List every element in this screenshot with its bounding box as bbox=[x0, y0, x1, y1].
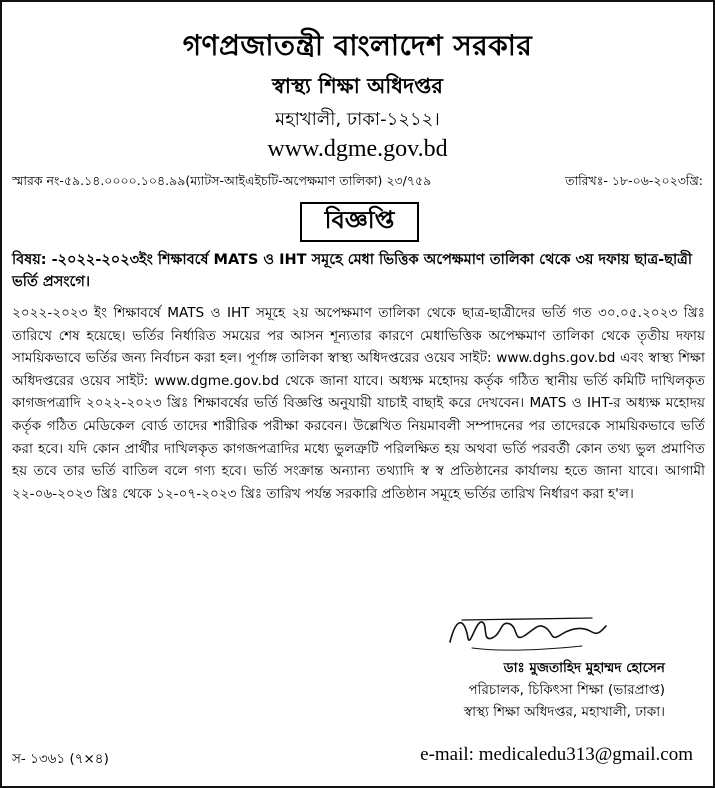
memo-date: তারিখঃ- ১৮-০৬-২০২৩খ্রি: bbox=[565, 173, 703, 188]
notice-body: ২০২২-২০২৩ ইং শিক্ষাবর্ষে MATS ও IHT সমূহে ২য় অপেক্ষমাণ তালিকা থেকে ছাত্র-ছাত্রীদের ভর্তি গত ৩০.০৫.২০২৩ খ্রিঃ তারিখে শেষ হয়েছে। ভর্তির নির্ধারিত সময়ের পর আসন শূন্যতার কারণে মেধাভিত্তিক অপেক্ষমাণ তালিকা থেকে তৃতীয় দফায় সাময়িকভাবে ভর্তির জন্য নির্বাচন করা হল। পূর্ণাঙ্গ তালিকা স্বাস্থ্য অধিদপ্তরের ওয়েব সাইট: www.dghs.gov.bd এবং স্বাস্থ্য শিক্ষা অধিদপ্তরের ওয়েব সাইট: www.dgme.gov.bd থেকে জানা যাবে। অধ্যক্ষ মহোদয় কর্তৃক গঠিত স্থানীয় ভর্তি কমিটি দাখিলকৃত কাগজপত্রাদি ২০২২-২০২৩ খ্রিঃ শিক্ষাবর্ষের ভর্তি বিজ্ঞপ্তি অনুযায়ী যাচাই বাছাই করে দেখবেন। MATS ও IHT-র অধ্যক্ষ মহোদয় কর্তৃক গঠিত মেডিকেল বোর্ড তাদের শারীরিক পরীক্ষা করবেন। উল্লেখিত নিয়মাবলী সম্পাদনের পর তাদেরকে সাময়িকভাবে ভর্তি করা হবে। যদি কোন প্রার্থীর দাখিলকৃত কাগজপত্রাদির মধ্যে ভুলত্রুটি পরিলক্ষিত হয় অথবা ভর্তি পরবর্তী কোন তথ্য ভুল প্রমাণিত হয় তবে তার ভর্তি বাতিল বলে গণ্য হবে। ভর্তি সংক্রান্ত অন্যান্য তথ্যাদি স্ব স্ব প্রতিষ্ঠানের কার্যালয় হতে জানা যাবে। আগামী ২২-০৬-২০২৩ খ্রিঃ থেকে ১২-০৭-২০২৩ খ্রিঃ তারিখ পর্যন্ত সরকারি প্রতিষ্ঠান সমূহে ভর্তির তারিখ নির্ধারণ করা হ'ল। bbox=[12, 305, 705, 502]
office-address: মহাখালী, ঢাকা-১২১২। bbox=[275, 109, 440, 130]
memo-line bbox=[12, 173, 703, 193]
signatory-designation: পরিচালক, চিকিৎসা শিক্ষা (ভারপ্রাপ্ত) bbox=[468, 682, 665, 698]
website-url: www.dgme.gov.bd bbox=[267, 136, 448, 162]
notice-title: বিজ্ঞপ্তি bbox=[324, 206, 395, 234]
memo-number: স্মারক নং-৫৯.১৪.০০০০.১০৪.৯৯(ম্যাটস-আইএইচটি-অপেক্ষমাণ তালিকা) ২৩/৭৫৯ bbox=[12, 173, 432, 188]
government-title: গণপ্রজাতন্ত্রী বাংলাদেশ সরকার bbox=[182, 29, 533, 62]
signature-image bbox=[442, 608, 612, 654]
department-title: স্বাস্থ্য শিক্ষা অধিদপ্তর bbox=[272, 74, 443, 98]
notice-title-box bbox=[300, 202, 419, 242]
signatory-name: ডাঃ মুজতাহিদ মুহাম্মদ হোসেন bbox=[503, 660, 665, 676]
contact-email: e-mail: medicaledu313@gmail.com bbox=[420, 744, 693, 765]
footer-reference: স- ১৩৬১ (৭×৪) bbox=[12, 751, 109, 767]
signatory-office: স্বাস্থ্য শিক্ষা অধিদপ্তর, মহাখালী, ঢাকা। bbox=[463, 704, 665, 720]
signatory-block bbox=[464, 657, 665, 723]
notice-subject: বিষয়: -২০২২-২০২৩ইং শিক্ষাবর্ষে MATS ও IHT সমূহে মেধা ভিত্তিক অপেক্ষমাণ তালিকা থেকে ৩য় দফায় ছাত্র-ছাত্রী ভর্তি প্রসংগে। bbox=[12, 252, 692, 290]
